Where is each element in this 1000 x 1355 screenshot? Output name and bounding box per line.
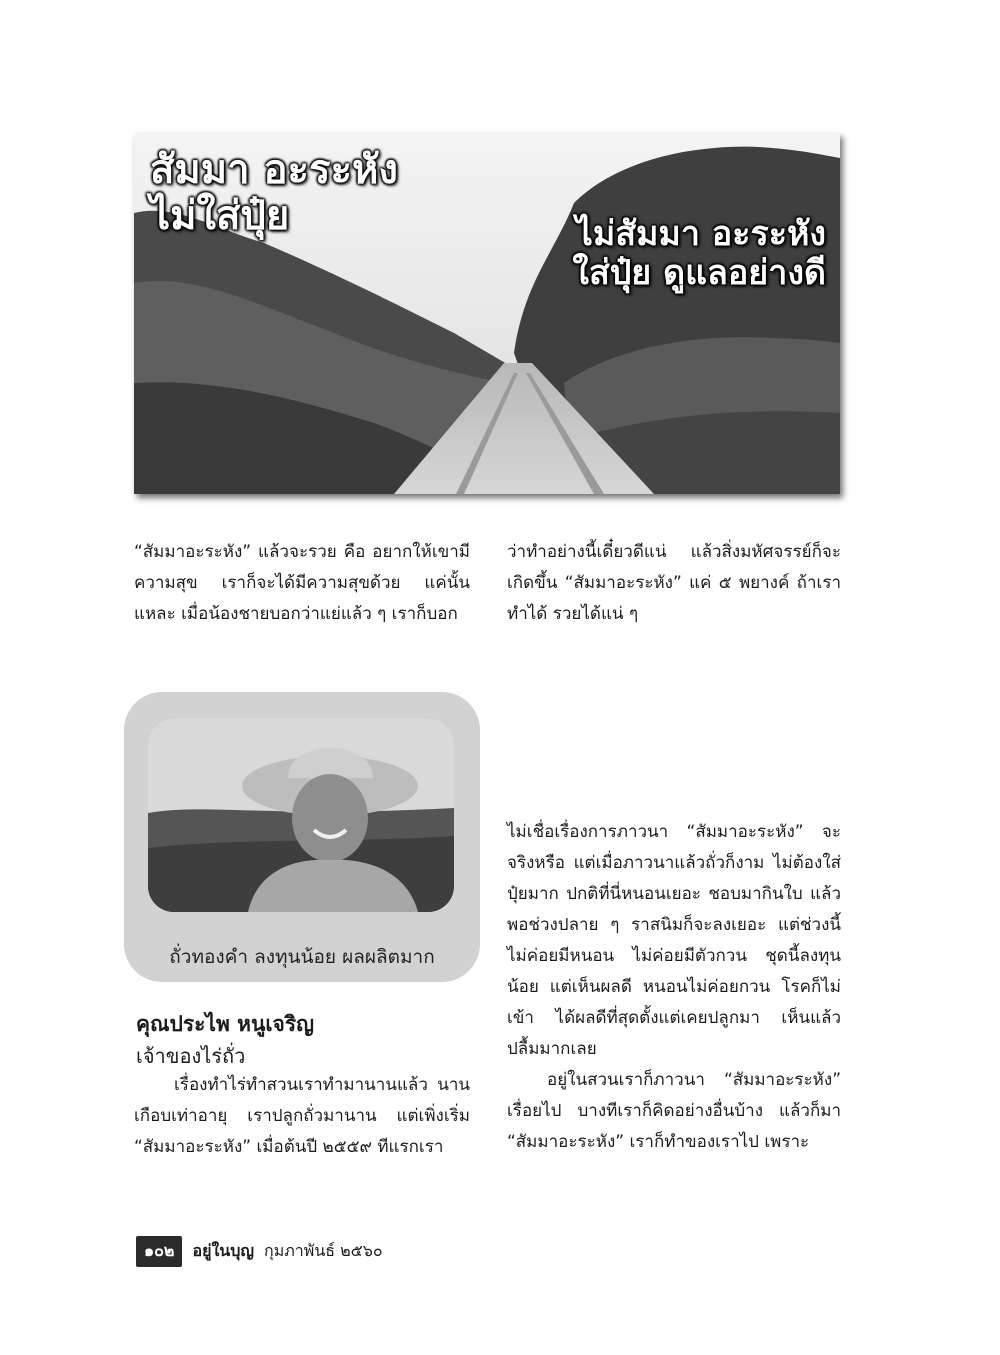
hero-label-left-line1: สัมมา อะระหัง (150, 147, 398, 193)
person-name: คุณประไพ หนูเจริญ (136, 1012, 314, 1036)
hero-label-with-fertilizer (572, 215, 826, 293)
page-number: ๑๐๒ (136, 1236, 182, 1267)
article-top-left-text: “สัมมาอะระหัง” แล้วจะรวย คือ อยากให้เขามีความสุข เราก็จะได้มีความสุขด้วย แค่นั้นแหละ เมื่อน้องชายบอกว่าแย่แล้ว ๆ เราก็บอก (134, 542, 470, 624)
publication-name: อยู่ในบุญ (192, 1241, 254, 1260)
portrait-photo (148, 718, 454, 912)
person-story-text: เรื่องทำไร่ทำสวนเราทำมานานแล้ว นานเกือบเท่าอายุ เราปลูกถั่วมานาน แต่เพิ่งเริ่ม “สัมมาอะระหัง” เมื่อต้นปี ๒๕๕๙ ทีแรกเรา (134, 1075, 470, 1157)
portrait-caption: ถั่วทองคำ ลงทุนน้อย ผลผลิตมาก (169, 946, 435, 968)
article-top-right-text: ว่าทำอย่างนี้เดี๋ยวดีแน่ แล้วสิ่งมหัศจรรย์ก็จะเกิดขึ้น “สัมมาอะระหัง” แค่ ๕ พยางค์ ถ้าเราทำได้ รวยได้แน่ ๆ (507, 542, 841, 624)
person-story-column (134, 1070, 470, 1163)
hero-label-left-line2: ไม่ใส่ปุ๋ย (150, 193, 290, 239)
right-story-para2: อยู่ในสวนเราก็ภาวนา “สัมมาอะระหัง” เรื่อยไป บางทีเราก็คิดอย่างอื่นบ้าง แล้วก็มา “สัมมาอะระหัง” เราก็ทำของเราไป เพราะ (507, 1070, 841, 1152)
right-story-para1: ไม่เชื่อเรื่องการภาวนา “สัมมาอะระหัง” จะจริงหรือ แต่เมื่อภาวนาแล้วถั่วก็งาม ไม่ต้องใส่ปุ๋ยมาก ปกติที่นี่หนอนเยอะ ชอบมากินใบ แล้วพอช่วงปลาย ๆ ราสนิมก็จะลงเยอะ แต่ช่วงนี้ไม่ค่อยมีหนอน ไม่ค่อยมีตัวกวน ชุดนี้ลงทุนน้อย แต่เห็นผลดี หนอนไม่ค่อยกวน โรคก็ไม่เข้า ได้ผลดีที่สุดตั้งแต่เคยปลูกมา เห็นแล้วปลื้มมากเลย (507, 822, 841, 1059)
hero-label-right-line1: ไม่สัมมา อะระหัง (575, 214, 826, 254)
issue-date: กุมภาพันธ์ ๒๕๖๐ (264, 1241, 383, 1260)
article-top-left-column (134, 537, 470, 630)
portrait-frame (124, 692, 480, 982)
right-story-column (507, 817, 841, 1158)
article-top-right-column (507, 537, 841, 630)
hero-label-right-line2: ใส่ปุ๋ย ดูแลอย่างดี (572, 253, 826, 294)
hero-label-no-fertilizer (150, 147, 398, 239)
person-role: เจ้าของไร่ถั่ว (136, 1044, 246, 1068)
page-footer (136, 1236, 383, 1267)
hero-photo (134, 133, 840, 494)
